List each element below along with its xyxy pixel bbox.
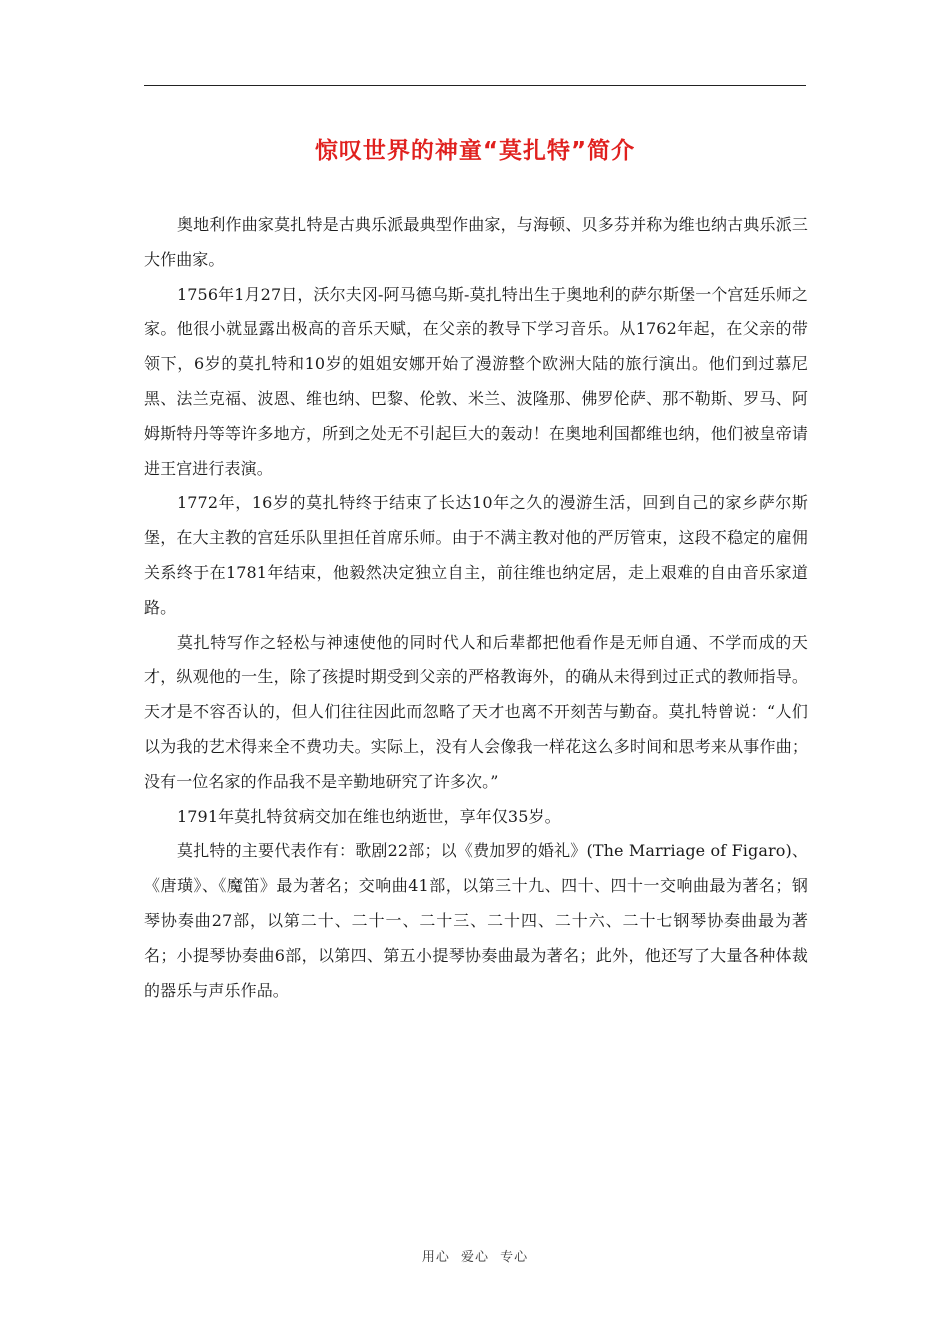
paragraph-death: 1791年莫扎特贫病交加在维也纳逝世，享年仅35岁。 — [177, 806, 561, 826]
paragraph-salzburg: 1772年，16岁的莫扎特终于结束了长达10年之久的漫游生活，回到自己的家乡萨尔斯堡，在大主教的宫廷乐队里担任首席乐师。由于不满主教对他的严厉管束，这段不稳定的雇佣关系终于在1781年结束，他毅然决定独立自主，前往维也纳定居，走上艰难的自由音乐家道路。 — [144, 493, 808, 617]
header-rule — [144, 85, 806, 86]
document-title: 惊叹世界的神童“莫扎特”简介 — [314, 138, 636, 164]
document-body — [144, 208, 808, 1008]
paragraph-genius: 莫扎特写作之轻松与神速使他的同时代人和后辈都把他看作是无师自通、不学而成的天才，纵观他的一生，除了孩提时期受到父亲的严格教诲外，的确从未得到过正式的教师指导。天才是不容否认的，但人们往往因此而忽略了天才也离不开刻苦与勤奋。莫扎特曾说：“人们以为我的艺术得来全不费功夫。实际上，没有人会像我一样花这么多时间和思考来从事作曲；没有一位名家的作品我不是辛勤地研究了许多次。” — [144, 632, 808, 791]
page-footer: 用心 爱心 专心 — [421, 1250, 529, 1265]
paragraph-childhood: 1756年1月27日，沃尔夫冈-阿马德乌斯-莫扎特出生于奥地利的萨尔斯堡一个宫廷乐师之家。他很小就显露出极高的音乐天赋，在父亲的教导下学习音乐。从1762年起，在父亲的带领下，6岁的莫扎特和10岁的姐姐安娜开始了漫游整个欧洲大陆的旅行演出。他们到过慕尼黑、法兰克福、波恩、维也纳、巴黎、伦敦、米兰、波隆那、佛罗伦萨、那不勒斯、罗马、阿姆斯特丹等等许多地方，所到之处无不引起巨大的轰动！在奥地利国都维也纳，他们被皇帝请进王宫进行表演。 — [144, 284, 808, 478]
paragraph-works: 莫扎特的主要代表作有：歌剧22部；以《费加罗的婚礼》(The Marriage of Figaro)、《唐璜》、《魔笛》最为著名；交响曲41部，以第三十九、四十、四十一交响曲最为著名；钢琴协奏曲27部，以第二十、二十一、二十三、二十四、二十六、二十七钢琴协奏曲最为著名；小提琴协奏曲6部，以第四、第五小提琴协奏曲最为著名；此外，他还写了大量各种体裁的器乐与声乐作品。 — [144, 841, 808, 1000]
paragraph-intro: 奥地利作曲家莫扎特是古典乐派最典型作曲家，与海顿、贝多芬并称为维也纳古典乐派三大作曲家。 — [144, 215, 808, 269]
